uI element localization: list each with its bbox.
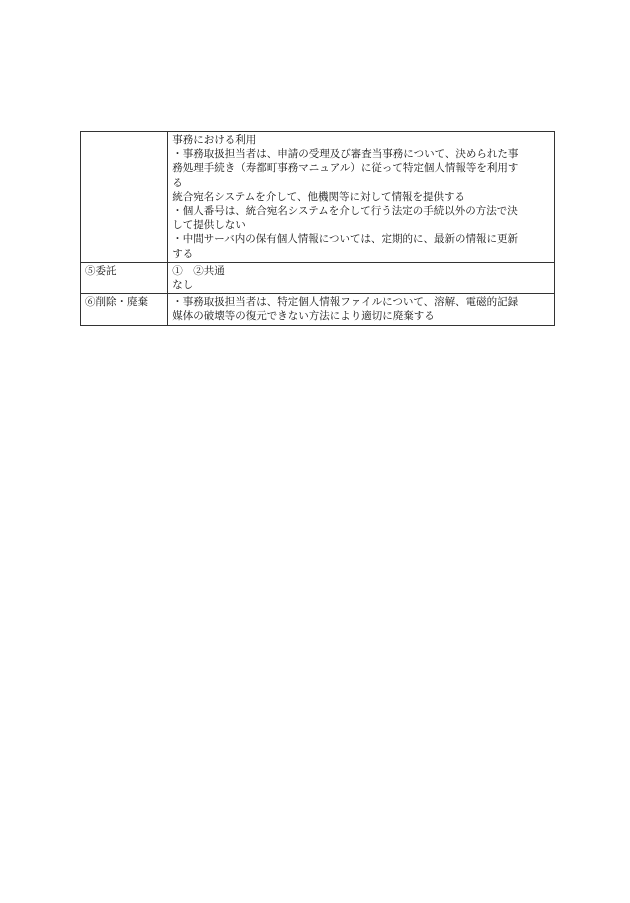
body-line: なし [172,279,194,292]
body-line: る [172,176,183,189]
row-label-cell [81,294,168,325]
row-label-cell [81,262,168,293]
body-line: 統合宛名システムを介して、他機関等に対して情報を提供する [172,190,466,203]
table-row-deletion [81,294,555,325]
body-line: 事務における利用 [172,134,257,146]
body-line: ・事務取扱担当者は、申請の受理及び審査当事務について、決められた事 [172,148,519,161]
body-line: ・中間サーバ内の保有個人情報については、定期的に、最新の情報に更新 [172,233,519,246]
body-line: 媒体の破壊等の復元できない方法により適切に廃棄する [172,310,435,323]
body-line: 務処理手続き（寿都町事務マニュアル）に従って特定個人情報等を利用す [172,162,519,175]
body-line: して提供しない [172,219,246,232]
body-line: する [172,247,194,260]
table-row-outsourcing [81,262,555,293]
row-label: ⑥削除・廃棄 [85,296,148,309]
body-line: ・事務取扱担当者は、特定個人情報ファイルについて、溶解、電磁的記録 [172,296,519,309]
row-label: ⑤委託 [85,264,117,277]
row-label-cell [81,132,168,263]
row-body-cell [168,294,555,325]
row-body-cell [168,132,555,263]
row-body-cell [168,262,555,293]
body-line: ① ②共通 [172,264,225,277]
body-line: ・個人番号は、統合宛名システムを介して行う法定の手続以外の方法で決 [172,205,518,218]
table-row-usage [81,132,555,263]
procedure-table [80,131,555,326]
